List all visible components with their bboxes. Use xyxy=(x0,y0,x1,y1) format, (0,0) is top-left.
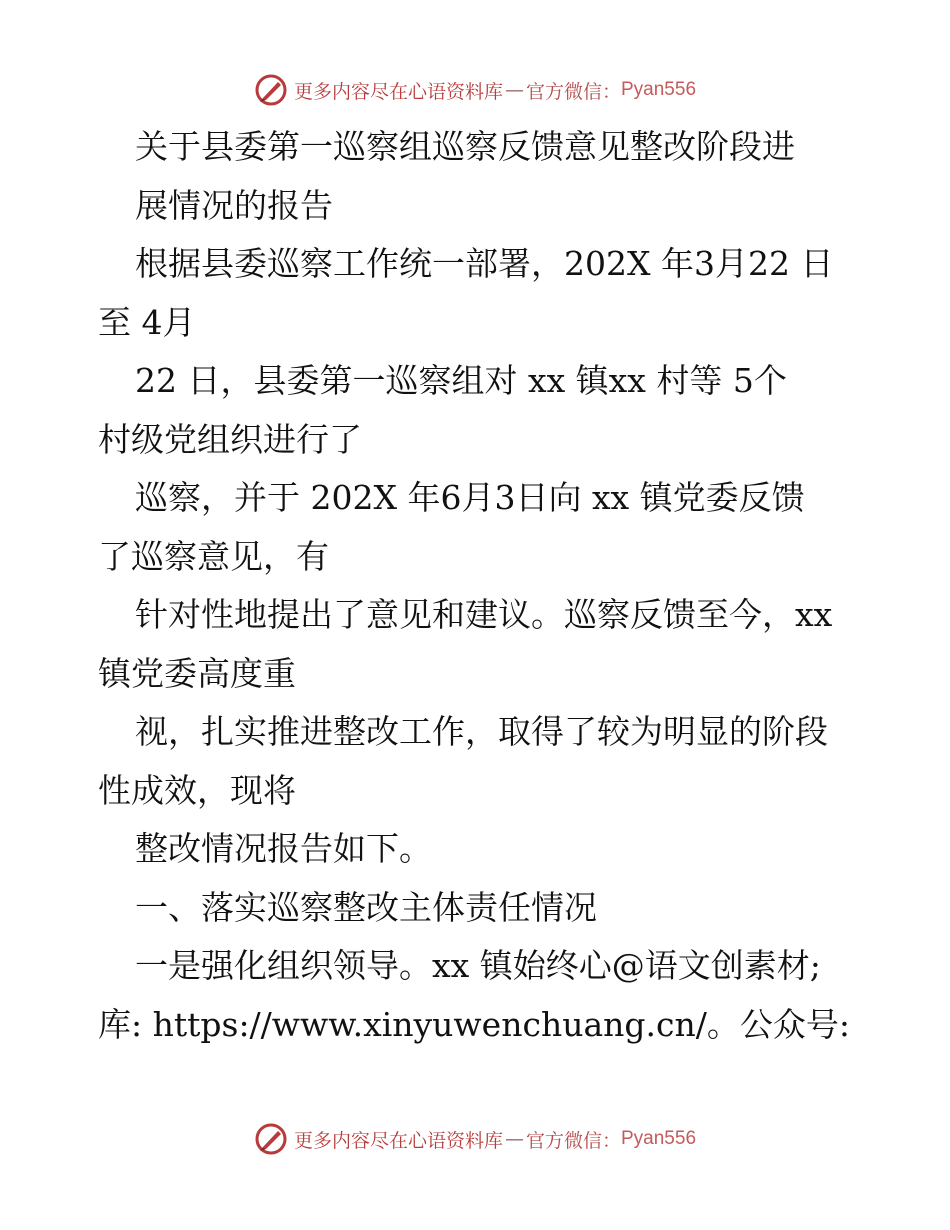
paragraph-line: 整改情况报告如下。 xyxy=(135,829,432,868)
paragraph-line: 22 日，县委第一巡察组对 xx 镇xx 村等 5个 xyxy=(135,361,787,400)
watermark-brand: 更多内容尽在心语资料库 xyxy=(293,1129,503,1152)
paragraph-line: 巡察，并于 202X 年6月3日向 xx 镇党委反馈 xyxy=(135,478,805,517)
paragraph-line: 了巡察意见，有 xyxy=(98,536,329,576)
paragraph-line: 村级党组织进行了 xyxy=(98,419,362,459)
paragraph-line: 视，扎实推进整改工作，取得了较为明显的阶段 xyxy=(135,712,828,751)
paragraph-line: 根据县委巡察工作统一部署，202X 年3月22 日 xyxy=(135,244,834,283)
document-body xyxy=(98,118,858,1054)
paragraph-line: 库: https://www.xinyuwenchuang.cn/。公众号: xyxy=(98,1004,850,1044)
paragraph-line: 至 4月 xyxy=(98,302,196,342)
watermark-banner-bottom xyxy=(0,1119,950,1159)
section-heading: 一、落实巡察整改主体责任情况 xyxy=(135,887,597,927)
quill-pen-logo-icon xyxy=(254,73,288,107)
paragraph-line: 镇党委高度重 xyxy=(98,653,296,693)
watermark-banner-top xyxy=(0,70,950,110)
watermark-brand: 更多内容尽在心语资料库 xyxy=(293,80,503,103)
watermark-separator: — xyxy=(504,79,524,101)
watermark-contact-handle: Pyan556 xyxy=(621,1128,697,1149)
paragraph-line: 针对性地提出了意见和建议。巡察反馈至今，xx xyxy=(135,595,833,634)
watermark-separator: — xyxy=(504,1128,524,1150)
paragraph-line: 性成效，现将 xyxy=(98,770,296,810)
watermark-contact-handle: Pyan556 xyxy=(621,79,697,100)
quill-pen-logo-icon xyxy=(254,1122,288,1156)
title-line-2: 展情况的报告 xyxy=(135,185,333,225)
paragraph-line: 一是强化组织领导。xx 镇始终心@语文创素材; xyxy=(135,946,821,985)
watermark-contact-label: 官方微信： xyxy=(525,80,621,103)
title-line-1: 关于县委第一巡察组巡察反馈意见整改阶段进 xyxy=(135,127,795,166)
watermark-contact-label: 官方微信： xyxy=(525,1129,621,1152)
